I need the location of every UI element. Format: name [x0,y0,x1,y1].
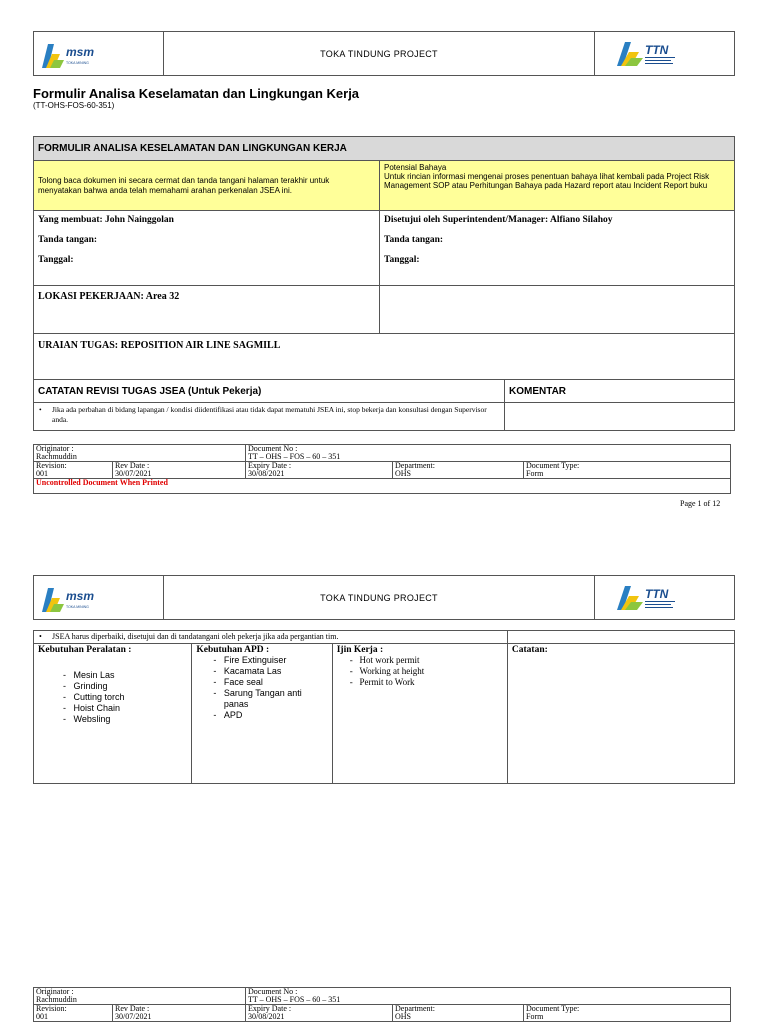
doc-code: (TT-OHS-FOS-60-351) [33,101,115,110]
originator-cell: Originator : Rachmuddin [34,445,246,462]
task-description: URAIAN TUGAS: REPOSITION AIR LINE SAGMILL [34,334,735,380]
ppe-cell [192,644,332,784]
jsea-form-table [33,136,735,431]
list-item: - Grinding [63,681,108,691]
expiry-cell: Expiry Date : 30/08/2021 [246,462,393,479]
page-number: Page 1 of 12 [680,499,721,508]
ttn-logo-icon [615,582,695,614]
revision-note: • Jika ada perbahan di bidang lapangan / kondisi diidentifikasi atau tidak dapat mematuhi JSEA ini, stop bekerja dan konsultasi dengan Supervisor anda. [34,403,505,431]
location-blank [380,286,735,334]
bullet-icon: • [39,632,42,641]
list-item: - Hot work permit [349,655,420,665]
notes-cell [507,644,734,784]
doctype-cell: Document Type: Form [524,462,731,479]
maker-signature-label: Tanda tangan: [38,235,98,245]
svg-text:msm: msm [66,44,95,59]
equipment-heading: Kebutuhan Peralatan : [38,645,132,655]
list-item: - Working at height [349,666,425,676]
svg-text:TTN: TTN [645,586,669,601]
doc-title: Formulir Analisa Keselamatan dan Lingkungan Kerja [33,86,360,101]
revision-heading: CATATAN REVISI TUGAS JSEA (Untuk Pekerja) [34,380,505,403]
list-item: - Mesin Las [63,670,115,680]
project-title: TOKA TINDUNG PROJECT [320,48,438,59]
team-note: • JSEA harus diperbaiki, disetujui dan di tandatangani oleh pekerja jika ada pergantian tim. [34,631,508,644]
equipment-list [35,670,190,725]
form-heading: FORMULIR ANALISA KESELAMATAN DAN LINGKUNGAN KERJA [34,137,735,161]
revision-cell: Revision: 001 [34,462,113,479]
permit-cell [332,644,507,784]
permit-heading: Ijin Kerja : [336,645,384,655]
project-title-2: TOKA TINDUNG PROJECT [320,592,438,603]
notes-heading: Catatan: [511,645,548,655]
maker-date-label: Tanggal: [38,255,74,265]
page2-footer [33,987,731,1022]
uncontrolled-notice: Uncontrolled Document When Printed [36,478,168,487]
list-item: - Hoist Chain [63,703,121,713]
approver-cell [380,211,735,286]
revdate-cell: Rev Date : 30/07/2021 [113,1005,246,1022]
svg-text:TOKA MINING: TOKA MINING [66,604,89,609]
list-item: - Cutting torch [63,692,125,702]
list-item: - Kacamata Las [213,666,282,676]
msm-logo-icon [40,582,110,614]
dept-cell: Department: OHS [393,1005,524,1022]
originator-cell: Originator : Rachmuddin [34,988,246,1005]
list-item: - APD [213,710,243,720]
permit-list [334,655,506,688]
made-by: Yang membuat: John Nainggolan [38,215,174,225]
revision-cell: Revision: 001 [34,1005,113,1022]
msm-logo-icon [40,38,110,70]
notice-left: Tolong baca dokumen ini secara cermat dan tanda tangani halaman terakhir untuk menyatakan bahwa anda telah memahami arahan perkenalan JSEA ini. [34,161,380,211]
docno-cell: Document No : TT – OHS – FOS – 60 – 351 [246,445,731,462]
approved-by: Disetujui oleh Superintendent/Manager: Alfiano Silahoy [384,215,613,225]
ttn-logo-icon [615,38,695,70]
comment-heading: KOMENTAR [505,380,735,403]
dept-cell: Department: OHS [393,462,524,479]
approver-date-label: Tanggal: [384,255,420,265]
revdate-cell: Rev Date : 30/07/2021 [113,462,246,479]
list-item: - Permit to Work [349,677,415,687]
msm-logo-2 [34,576,164,619]
comment-blank [505,403,735,431]
list-item: - Face seal [213,677,263,687]
ttn-logo-2 [594,576,734,619]
equipment-cell [34,644,192,784]
list-item: - Websling [63,714,111,724]
list-item: - Sarung Tangan anti panas [213,688,302,709]
notice-right-body: Untuk rincian informasi mengenai proses penentuan bahaya lihat kembali pada Project Risk Management SOP atau Perhitungan Bahaya pada Hazard report atau Incident Report buku [384,172,710,190]
ppe-heading: Kebutuhan APD : [196,645,270,655]
team-note-blank [507,631,734,644]
notice-right-title: Potensial Bahaya [384,163,447,172]
svg-text:msm: msm [66,588,95,603]
msm-logo [34,32,164,75]
approver-signature-label: Tanda tangan: [384,235,444,245]
ppe-list [193,655,330,721]
docno-cell: Document No : TT – OHS – FOS – 60 – 351 [246,988,731,1005]
page2-header [33,575,735,620]
page1-header [33,31,735,76]
page2-table [33,630,735,784]
location: LOKASI PEKERJAAN: Area 32 [34,286,380,334]
svg-text:TOKA MINING: TOKA MINING [66,60,89,65]
bullet-icon: • [39,405,42,414]
doctype-cell: Document Type: Form [524,1005,731,1022]
svg-text:TTN: TTN [645,42,669,57]
notice-right [380,161,735,211]
expiry-cell: Expiry Date : 30/08/2021 [246,1005,393,1022]
page1-footer [33,444,731,494]
list-item: - Fire Extinguiser [213,655,287,665]
ttn-logo [594,32,734,75]
maker-cell [34,211,380,286]
